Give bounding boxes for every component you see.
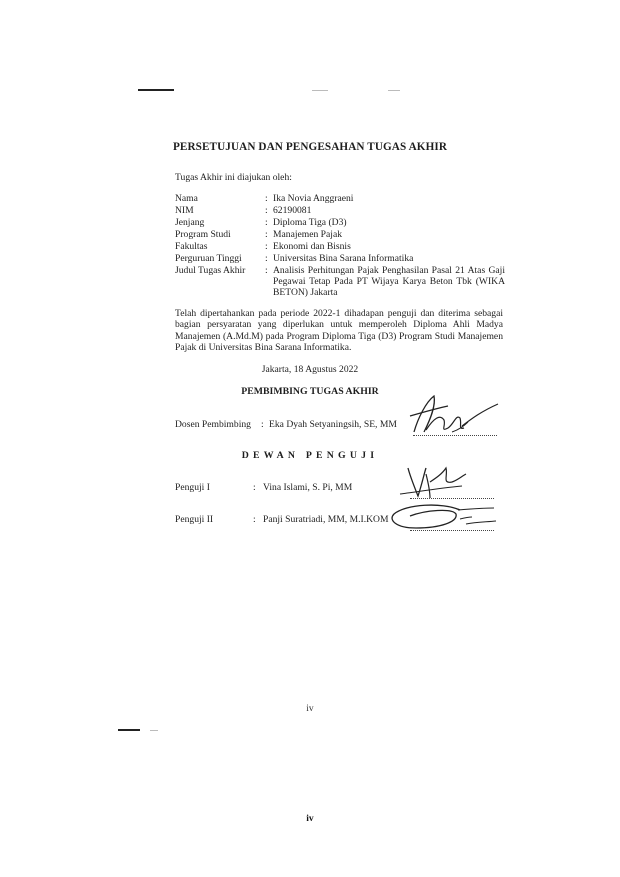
field-colon: : xyxy=(265,217,268,228)
penguji-1-label: Penguji I xyxy=(175,482,210,493)
field-label: Fakultas xyxy=(175,241,208,252)
field-label: Program Studi xyxy=(175,229,231,240)
approval-paragraph: Telah dipertahankan pada periode 2022-1 dihadapan penguji dan diterima sebagai bagian persyaratan yang diperlukan untuk memperoleh Diploma Ahli Madya Manajemen (A.Md.M) pada Program Diploma Tiga (D3) Program Studi Manajemen Pajak di Universitas Bina Sarana Informatika. xyxy=(175,308,503,354)
field-value: Diploma Tiga (D3) xyxy=(273,217,347,228)
field-colon: : xyxy=(265,265,268,276)
penguji-2-name: Panji Suratriadi, MM, M.I.KOM xyxy=(263,514,389,525)
field-label: Perguruan Tinggi xyxy=(175,253,242,264)
penguji-1-name: Vina Islami, S. Pi, MM xyxy=(263,482,353,493)
field-value: Universitas Bina Sarana Informatika xyxy=(273,253,414,264)
page-number: iv xyxy=(306,814,314,824)
pembimbing-signature-icon xyxy=(404,392,500,438)
field-value: Ekonomi dan Bisnis xyxy=(273,241,351,252)
pembimbing-label: Dosen Pembimbing xyxy=(175,419,251,430)
penguji-1-signature-icon xyxy=(396,464,476,502)
field-label: NIM xyxy=(175,205,194,216)
field-colon: : xyxy=(265,253,268,264)
penguji-1-colon: : xyxy=(253,482,256,493)
scan-edge-line xyxy=(118,729,140,731)
field-colon: : xyxy=(265,193,268,204)
pembimbing-colon: : xyxy=(261,419,264,430)
dewan-heading: DEWAN PENGUJI xyxy=(241,450,379,461)
penguji-2-signature-icon xyxy=(386,500,498,534)
scan-edge-line xyxy=(388,90,400,91)
intro-text: Tugas Akhir ini diajukan oleh: xyxy=(175,172,292,183)
scan-page-number: iv xyxy=(306,704,314,714)
field-colon: : xyxy=(265,229,268,240)
field-label: Nama xyxy=(175,193,198,204)
field-label: Jenjang xyxy=(175,217,205,228)
field-value: 62190081 xyxy=(273,205,312,216)
field-label: Judul Tugas Akhir xyxy=(175,265,246,276)
pembimbing-heading: PEMBIMBING TUGAS AKHIR xyxy=(241,386,379,397)
scan-edge-line xyxy=(312,90,328,91)
penguji-2-colon: : xyxy=(253,514,256,525)
field-colon: : xyxy=(265,241,268,252)
penguji-2-label: Penguji II xyxy=(175,514,214,525)
field-value: Analisis Perhitungan Pajak Penghasilan Pasal 21 Atas Gaji Pegawai Tetap Pada PT Wijaya Karya Beton Tbk (WIKA BETON) Jakarta xyxy=(273,265,505,298)
page-title: PERSETUJUAN DAN PENGESAHAN TUGAS AKHIR xyxy=(173,141,447,153)
field-colon: : xyxy=(265,205,268,216)
approval-date: Jakarta, 18 Agustus 2022 xyxy=(261,364,359,375)
pembimbing-name: Eka Dyah Setyaningsih, SE, MM xyxy=(269,419,397,430)
field-value: Ika Novia Anggraeni xyxy=(273,193,354,204)
field-value: Manajemen Pajak xyxy=(273,229,342,240)
scan-edge-line xyxy=(138,89,174,91)
scan-edge-line xyxy=(150,730,158,731)
